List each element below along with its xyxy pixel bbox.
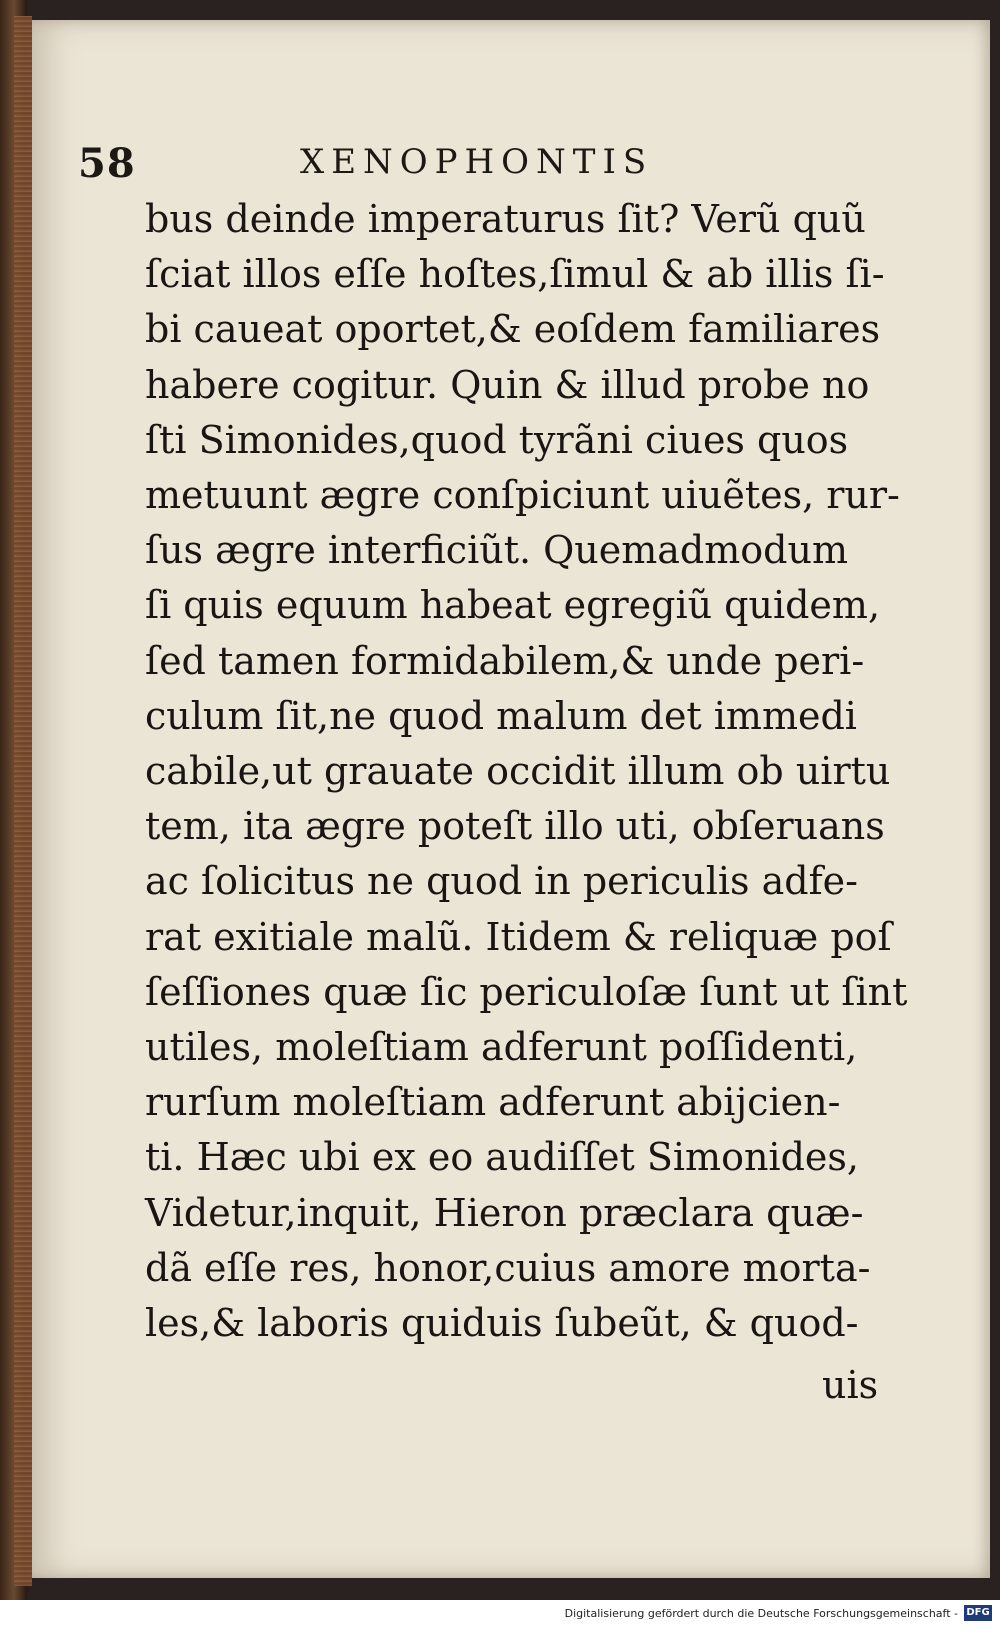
text-line: habere cogitur. Quin & illud probe no [145, 362, 870, 407]
text-line: culum ſit,ne quod malum det immedi [145, 693, 857, 738]
body-text [145, 192, 908, 1351]
text-line: ac ſolicitus ne quod in periculis adfe- [145, 859, 859, 904]
text-line: utiles, moleſtiam adferunt poſſidenti, [145, 1025, 858, 1070]
text-line: ſed tamen formidabilem,& unde peri- [145, 638, 865, 683]
text-line: dã eſſe res, honor,cuius amore morta- [145, 1245, 871, 1290]
text-line: bi caueat oportet,& eoſdem familiares [145, 307, 881, 352]
text-line: ſeſſiones quæ ſic periculoſæ ſunt ut ſint [145, 969, 908, 1014]
dfg-logo: DFG [964, 1605, 992, 1621]
text-line: ſus ægre interficiũt. Quemadmodum [145, 528, 848, 573]
text-line: ſi quis equum habeat egregiũ quidem, [145, 583, 881, 628]
funding-credit: Digitalisierung gefördert durch die Deutsche Forschungsgemeinschaft - [564, 1607, 958, 1620]
text-line: cabile,ut grauate occidit illum ob uirtu [145, 749, 891, 794]
page-number: 58 [78, 140, 136, 187]
text-line: ſciat illos eſſe hoſtes,ſimul & ab illis ſi- [145, 252, 885, 297]
footer-bar [0, 1600, 1000, 1631]
catchword: uis [822, 1363, 879, 1407]
text-line: rat exitiale malũ. Itidem & reliquæ poſ [145, 914, 892, 959]
text-line: les,& laboris quiduis ſubeũt, & quod- [145, 1301, 859, 1346]
book-fore-edge [14, 16, 32, 1586]
text-line: metuunt ægre conſpiciunt uiuẽtes, rur- [145, 473, 900, 518]
text-line: rurſum moleſtiam adferunt abijcien- [145, 1080, 841, 1125]
text-line: bus deinde imperaturus ſit? Verũ quũ [145, 197, 866, 241]
text-line: ſti Simonides,quod tyrãni ciues quos [145, 417, 849, 462]
running-head: XENOPHONTIS [300, 142, 654, 182]
text-line: ti. Hæc ubi ex eo audiſſet Simonides, [145, 1135, 859, 1180]
text-line: Videtur,inquit, Hieron præclara quæ- [145, 1190, 864, 1235]
text-line: tem, ita ægre poteſt illo uti, obſeruans [145, 804, 885, 849]
